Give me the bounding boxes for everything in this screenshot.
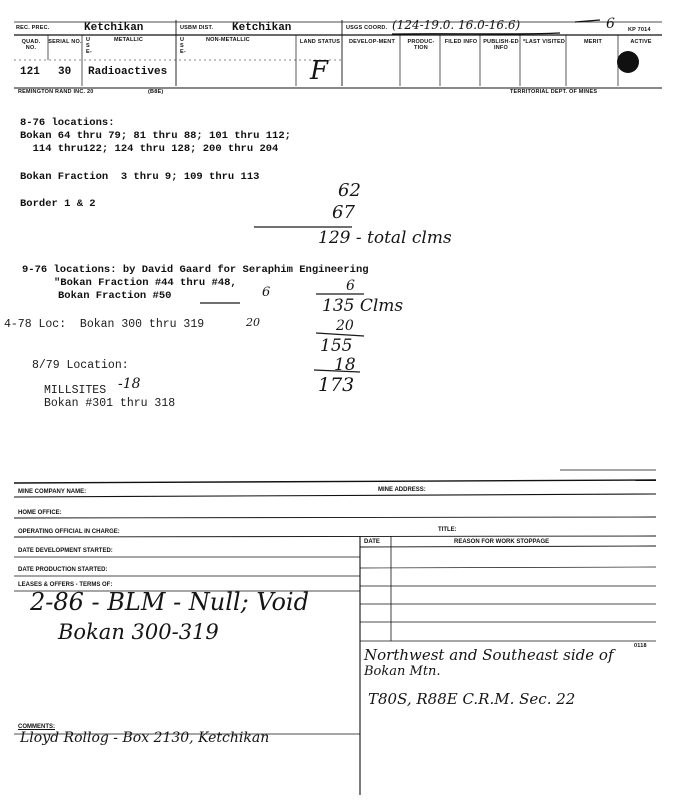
hand-20a: 20 — [246, 316, 260, 329]
hand-129: 129 - total clms — [318, 228, 452, 248]
home-office-label: HOME OFFICE: — [18, 510, 62, 516]
body-line-11: MILLSITES — [44, 384, 107, 397]
printer-code: (B8E) — [148, 89, 164, 95]
territorial-dept: TERRITORIAL DEPT. OF MINES — [510, 89, 598, 95]
last-visited-label: *LAST VISITED — [522, 39, 566, 45]
hand-173: 173 — [318, 374, 355, 396]
body-line-12: Bokan #301 thru 318 — [44, 397, 176, 410]
land-status-value: F — [310, 56, 329, 86]
date-development-label: DATE DEVELOPMENT STARTED: — [18, 548, 113, 554]
body-line-3: 114 thru122; 124 thru 128; 200 thru 204 — [20, 143, 279, 155]
body-line-5: Border 1 & 2 — [20, 198, 96, 210]
body-line-8: Bokan Fraction #50 — [58, 290, 172, 302]
operating-official-label: OPERATING OFFICIAL IN CHARGE: — [18, 529, 120, 535]
hand-20b: 20 — [336, 318, 354, 334]
hand-minus-18: -18 — [118, 376, 141, 392]
location-hand-1: Northwest and Southeast side of — [364, 646, 614, 664]
serial-no-label: SERIAL NO. — [48, 39, 82, 45]
usbm-dist-label: USBM DIST. — [180, 25, 214, 31]
location-hand-2: Bokan Mtn. — [364, 664, 441, 679]
non-metallic-marks: U S E- — [180, 37, 186, 55]
leases-hand-2: Bokan 300-319 — [58, 620, 219, 644]
produc-tion-label: PRODUC-TION — [407, 39, 435, 51]
body-line-4: Bokan Fraction 3 thru 9; 109 thru 113 — [20, 171, 260, 183]
hand-135: 135 Clms — [322, 296, 404, 316]
corner-number: 6 — [606, 16, 615, 32]
hand-155: 155 — [320, 336, 353, 356]
quad-value: 121 — [20, 66, 40, 78]
quad-no-label: QUAD. NO. — [21, 39, 41, 51]
usgs-coord-value: (124-19.0. 16.0-16.6) — [392, 18, 521, 32]
merit-label: MERIT — [583, 39, 603, 45]
location-hand-3: T80S, R88E C.R.M. Sec. 22 — [368, 690, 576, 708]
serial-value: 30 — [58, 66, 72, 78]
land-status-label: LAND STATUS — [299, 39, 341, 45]
body-line-9: 4-78 Loc: Bokan 300 thru 319 — [4, 318, 205, 331]
non-metallic-label: NON-METALLIC — [206, 37, 250, 43]
usgs-coord-label: USGS COORD. — [346, 25, 388, 31]
rec-prec-value: Ketchikan — [84, 22, 144, 34]
hand-dash-6: 6 — [262, 285, 271, 300]
printer-line: REMINGTON RAND INC. 20 — [18, 89, 94, 95]
leases-label: LEASES & OFFERS - TERMS OF: — [18, 582, 113, 588]
filed-info-label: FILED INFO — [444, 39, 478, 45]
comments-hand: Lloyd Rollog - Box 2130, Ketchikan — [20, 730, 270, 746]
form-number: KP 7014 — [628, 27, 651, 33]
rec-prec-label: REC. PREC. — [16, 25, 50, 31]
hand-62: 62 — [338, 180, 361, 201]
mine-company-label: MINE COMPANY NAME: — [18, 489, 87, 495]
reason-label: REASON FOR WORK STOPPAGE — [454, 539, 550, 545]
date-production-label: DATE PRODUCTION STARTED: — [18, 567, 108, 573]
body-line-10: 8/79 Location: — [32, 359, 129, 372]
metallic-marks: U S E- — [86, 37, 92, 55]
metallic-label: METALLIC — [114, 37, 143, 43]
body-line-2: Bokan 64 thru 79; 81 thru 88; 101 thru 112; — [20, 130, 291, 142]
body-line-7: "Bokan Fraction #44 thru #48, — [54, 277, 237, 289]
title-label: TITLE: — [438, 527, 457, 533]
hand-6: 6 — [346, 278, 355, 294]
hand-18: 18 — [334, 355, 356, 375]
publish-info-label: PUBLISH-ED INFO — [483, 39, 519, 51]
leases-hand-1: 2-86 - BLM - Null; Void — [30, 588, 309, 616]
body-line-6: 9-76 locations: by David Gaard for Seraphim Engineering — [22, 264, 369, 276]
mine-address-label: MINE ADDRESS: — [378, 487, 426, 493]
active-label: ACTIVE — [630, 39, 652, 45]
develop-ment-label: DEVELOP-MENT — [348, 39, 396, 45]
usbm-dist-value: Ketchikan — [232, 22, 292, 34]
comments-label: COMMENTS: — [18, 724, 55, 730]
commodity-value: Radioactives — [88, 66, 168, 78]
hand-67: 67 — [332, 202, 355, 223]
body-line-1: 8-76 locations: — [20, 117, 115, 129]
date-col-label: DATE — [364, 539, 380, 545]
corner-code: 0118 — [634, 643, 647, 649]
